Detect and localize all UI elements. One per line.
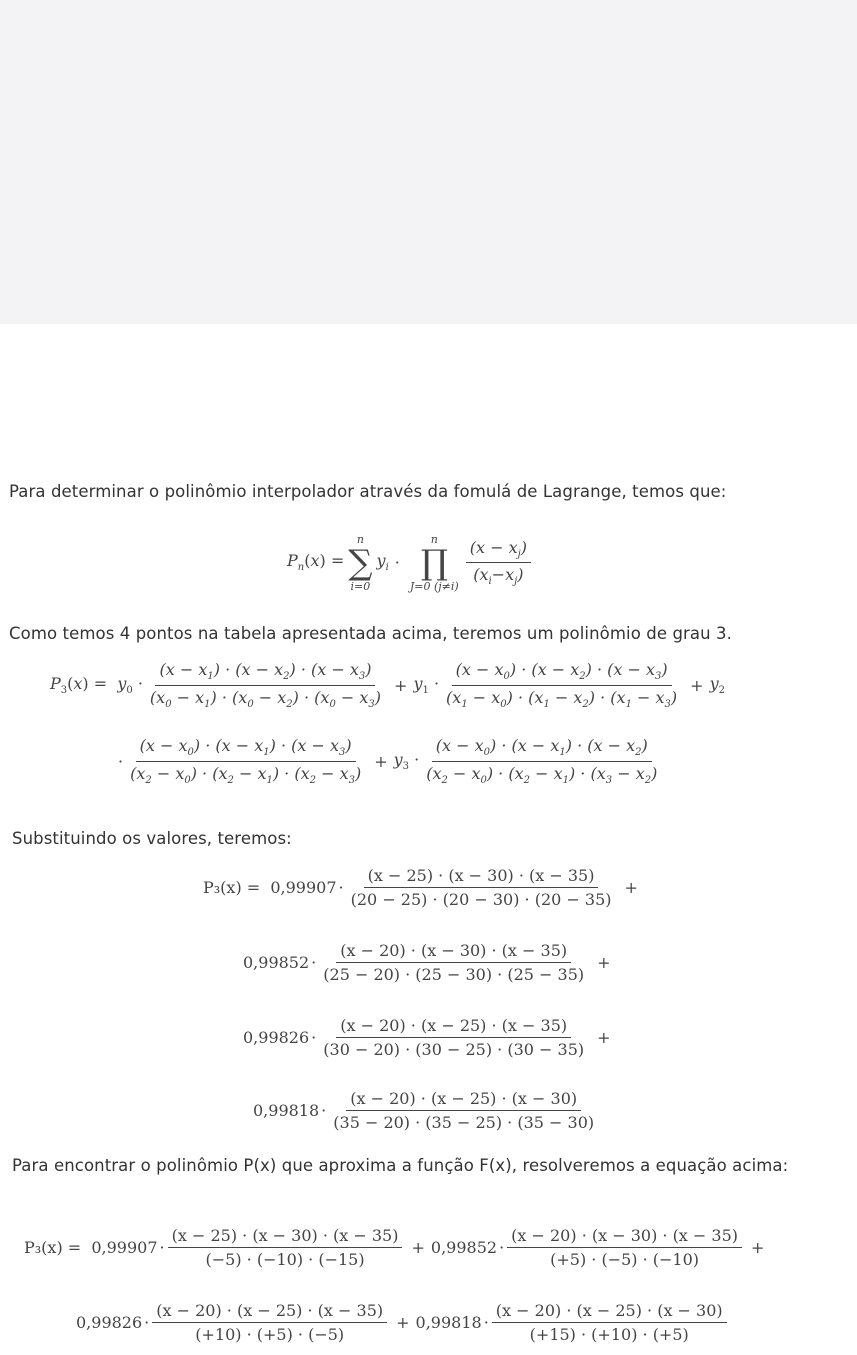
fraction-denominator: (20 − 25) · (20 − 30) · (20 − 35)	[350, 889, 612, 909]
substituted-lhs: P₃(x) =	[203, 877, 261, 897]
simplified-lhs: P₃(x) =	[24, 1237, 82, 1257]
fraction-denominator: (−5) · (−10) · (−15)	[205, 1249, 365, 1269]
fraction-numerator: (x − 25) · (x − 30) · (x − 35)	[364, 866, 599, 888]
coef-y3: 0,99818	[415, 1312, 482, 1332]
simplified-line-1: P₃(x) = 0,99907 · $\frac{(x - 25) \cdot (x - 30) \cdot (x - 35)}{(-5) \cdot (-10) \cdot (-15)}$ + 0,99852 · $\frac{(x - 20) \cdot (x - 30) \cdot (x - 35)}{(+5) \cdot (-5) \cdot (-10)}$ +	[24, 1225, 765, 1269]
fraction-numerator: (x − 20) · (x − 25) · (x − 30)	[346, 1089, 581, 1111]
fraction-numerator: (x − 20) · (x − 30) · (x − 35)	[507, 1226, 742, 1248]
fraction-numerator: (x − 20) · (x − 30) · (x − 35)	[336, 941, 571, 963]
fraction-numerator: (x − 25) · (x − 30) · (x − 35)	[168, 1226, 403, 1248]
fraction-denominator: (+10) · (+5) · (−5)	[195, 1324, 345, 1344]
substituted-term-3: 0,99826 · $\frac{(x - 20) \cdot (x - 25) \cdot (x - 35)}{(30 - 20) \cdot (30 - 25) \cdot (30 - 35)}$ +	[243, 1015, 611, 1059]
p3-general-line-1: $P_3(x) = y_0$ · $\frac{(x - x_1) \cdot (x - x_2) \cdot (x - x_3)}{(x_0 - x_1) \cdot (x_0 - x_2) \cdot (x_0 - x_3)}$ + $y_1$ · $\frac{(x - x_0) \cdot (x - x_2) \cdot (x - x_3)}{(x_1 - x_0) \cdot (x_1 - x_2) \cdot (x_1 - x_3)}$ + $y_2$	[50, 660, 725, 710]
degree-paragraph: Como temos 4 pontos na tabela apresentada acima, teremos um polinômio de grau 3.	[9, 624, 732, 643]
substitute-paragraph: Substituindo os valores, teremos:	[12, 829, 292, 848]
solve-paragraph: Para encontrar o polinômio P(x) que aproxima a função F(x), resolveremos a equação acima:	[12, 1156, 789, 1175]
fraction-numerator: (x − 20) · (x − 25) · (x − 30)	[492, 1301, 727, 1323]
coef-y0: 0,99907	[270, 877, 337, 897]
coef-y1: 0,99852	[243, 952, 310, 972]
fraction-denominator: (30 − 20) · (30 − 25) · (30 − 35)	[323, 1039, 585, 1059]
coef-y2: 0,99826	[243, 1027, 310, 1047]
simplified-line-2: 0,99826 · $\frac{(x - 20) \cdot (x - 25) \cdot (x - 35)}{(+10) \cdot (+5) \cdot (-5)}$ + 0,99818 · $\frac{(x - 20) \cdot (x - 25) \cdot (x - 30)}{(+15) \cdot (+10) \cdot (+5)}$	[76, 1297, 730, 1347]
fraction-denominator: (+5) · (−5) · (−10)	[550, 1249, 700, 1269]
fraction-denominator: (25 − 20) · (25 − 30) · (25 − 35)	[323, 964, 585, 984]
fraction-denominator: (35 − 20) · (35 − 25) · (35 − 30)	[333, 1112, 595, 1132]
substituted-term-4: 0,99818 · $\frac{(x - 20) \cdot (x - 25) \cdot (x - 30)}{(35 - 20) \cdot (35 - 25) \cdot (35 - 30)}$	[253, 1085, 601, 1135]
fraction-numerator: (x − 20) · (x − 25) · (x − 35)	[152, 1301, 387, 1323]
substituted-term-2: 0,99852 · $\frac{(x - 20) \cdot (x - 30) \cdot (x - 35)}{(25 - 20) \cdot (25 - 30) \cdot (25 - 35)}$ +	[243, 940, 611, 984]
top-blank-band	[0, 0, 857, 324]
intro-paragraph: Para determinar o polinômio interpolador através da fomulá de Lagrange, temos que:	[9, 482, 727, 501]
coef-y1: 0,99852	[430, 1237, 498, 1257]
coef-y2: 0,99826	[76, 1312, 143, 1332]
fraction-denominator: (+15) · (+10) · (+5)	[529, 1324, 689, 1344]
p3-general-line-2: · $\frac{(x - x_0) \cdot (x - x_1) \cdot (x - x_3)}{(x_2 - x_0) \cdot (x_2 - x_1) \cdot (x_2 - x_3)}$ + $y_3$ · $\frac{(x - x_0) \cdot (x - x_1) \cdot (x - x_2)}{(x_2 - x_0) \cdot (x_2 - x_1) \cdot (x_3 - x_2)}$	[118, 736, 658, 786]
coef-y0: 0,99907	[91, 1237, 158, 1257]
substituted-term-1: P₃(x) = 0,99907 · $\frac{(x - 25) \cdot (x - 30) \cdot (x - 35)}{(20 - 25) \cdot (20 - 30) \cdot (20 - 35)}$ +	[203, 865, 638, 909]
lagrange-general-formula: $P_n(x)$ = n ∑ i=0 $y_i$ · n ∏ J=0 (j≠i) $\frac{(x - x_j)}{(x_i-x_j)}$	[287, 525, 534, 600]
coef-y3: 0,99818	[253, 1100, 320, 1120]
fraction-numerator: (x − 20) · (x − 25) · (x − 35)	[336, 1016, 571, 1038]
